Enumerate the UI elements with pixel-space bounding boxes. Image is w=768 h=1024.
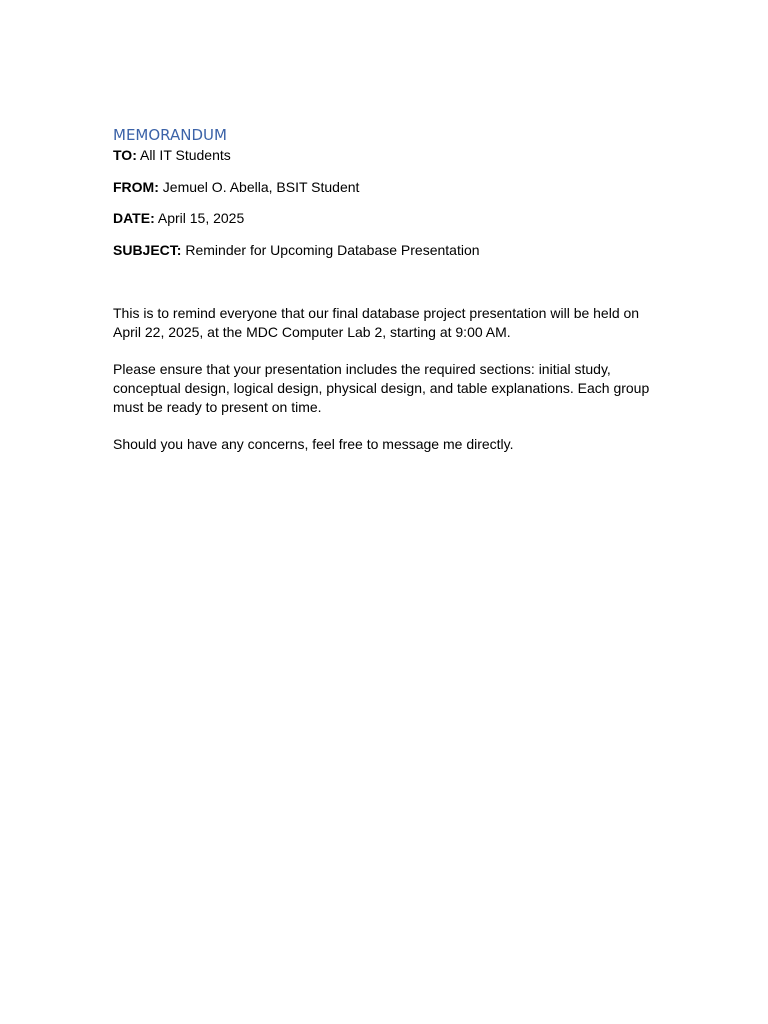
- to-value: All IT Students: [139, 147, 231, 163]
- date-field: [113, 209, 658, 228]
- body-paragraph: Should you have any concerns, feel free to message me directly.: [113, 436, 514, 452]
- from-value: Jemuel O. Abella, BSIT Student: [162, 179, 360, 195]
- from-label: FROM:: [113, 179, 159, 195]
- from-field: [113, 178, 658, 197]
- subject-value: Reminder for Upcoming Database Presentation: [185, 242, 480, 258]
- to-field: [113, 146, 658, 165]
- body-paragraph: This is to remind everyone that our final database project presentation will be held on April 22, 2025, at the MDC Computer Lab 2, starting at 9:00 AM.: [113, 305, 640, 340]
- memo-content: [113, 124, 658, 454]
- subject-field: [113, 241, 658, 260]
- date-value: April 15, 2025: [157, 210, 245, 226]
- to-label: TO:: [113, 147, 137, 163]
- date-label: DATE:: [113, 210, 155, 226]
- body-paragraph: Please ensure that your presentation includes the required sections: initial study, conceptual design, logical design, physical design, and table explanations. Each group must be ready to present on time.: [113, 361, 650, 415]
- memo-title: MEMORANDUM: [113, 126, 227, 144]
- subject-label: SUBJECT:: [113, 242, 182, 258]
